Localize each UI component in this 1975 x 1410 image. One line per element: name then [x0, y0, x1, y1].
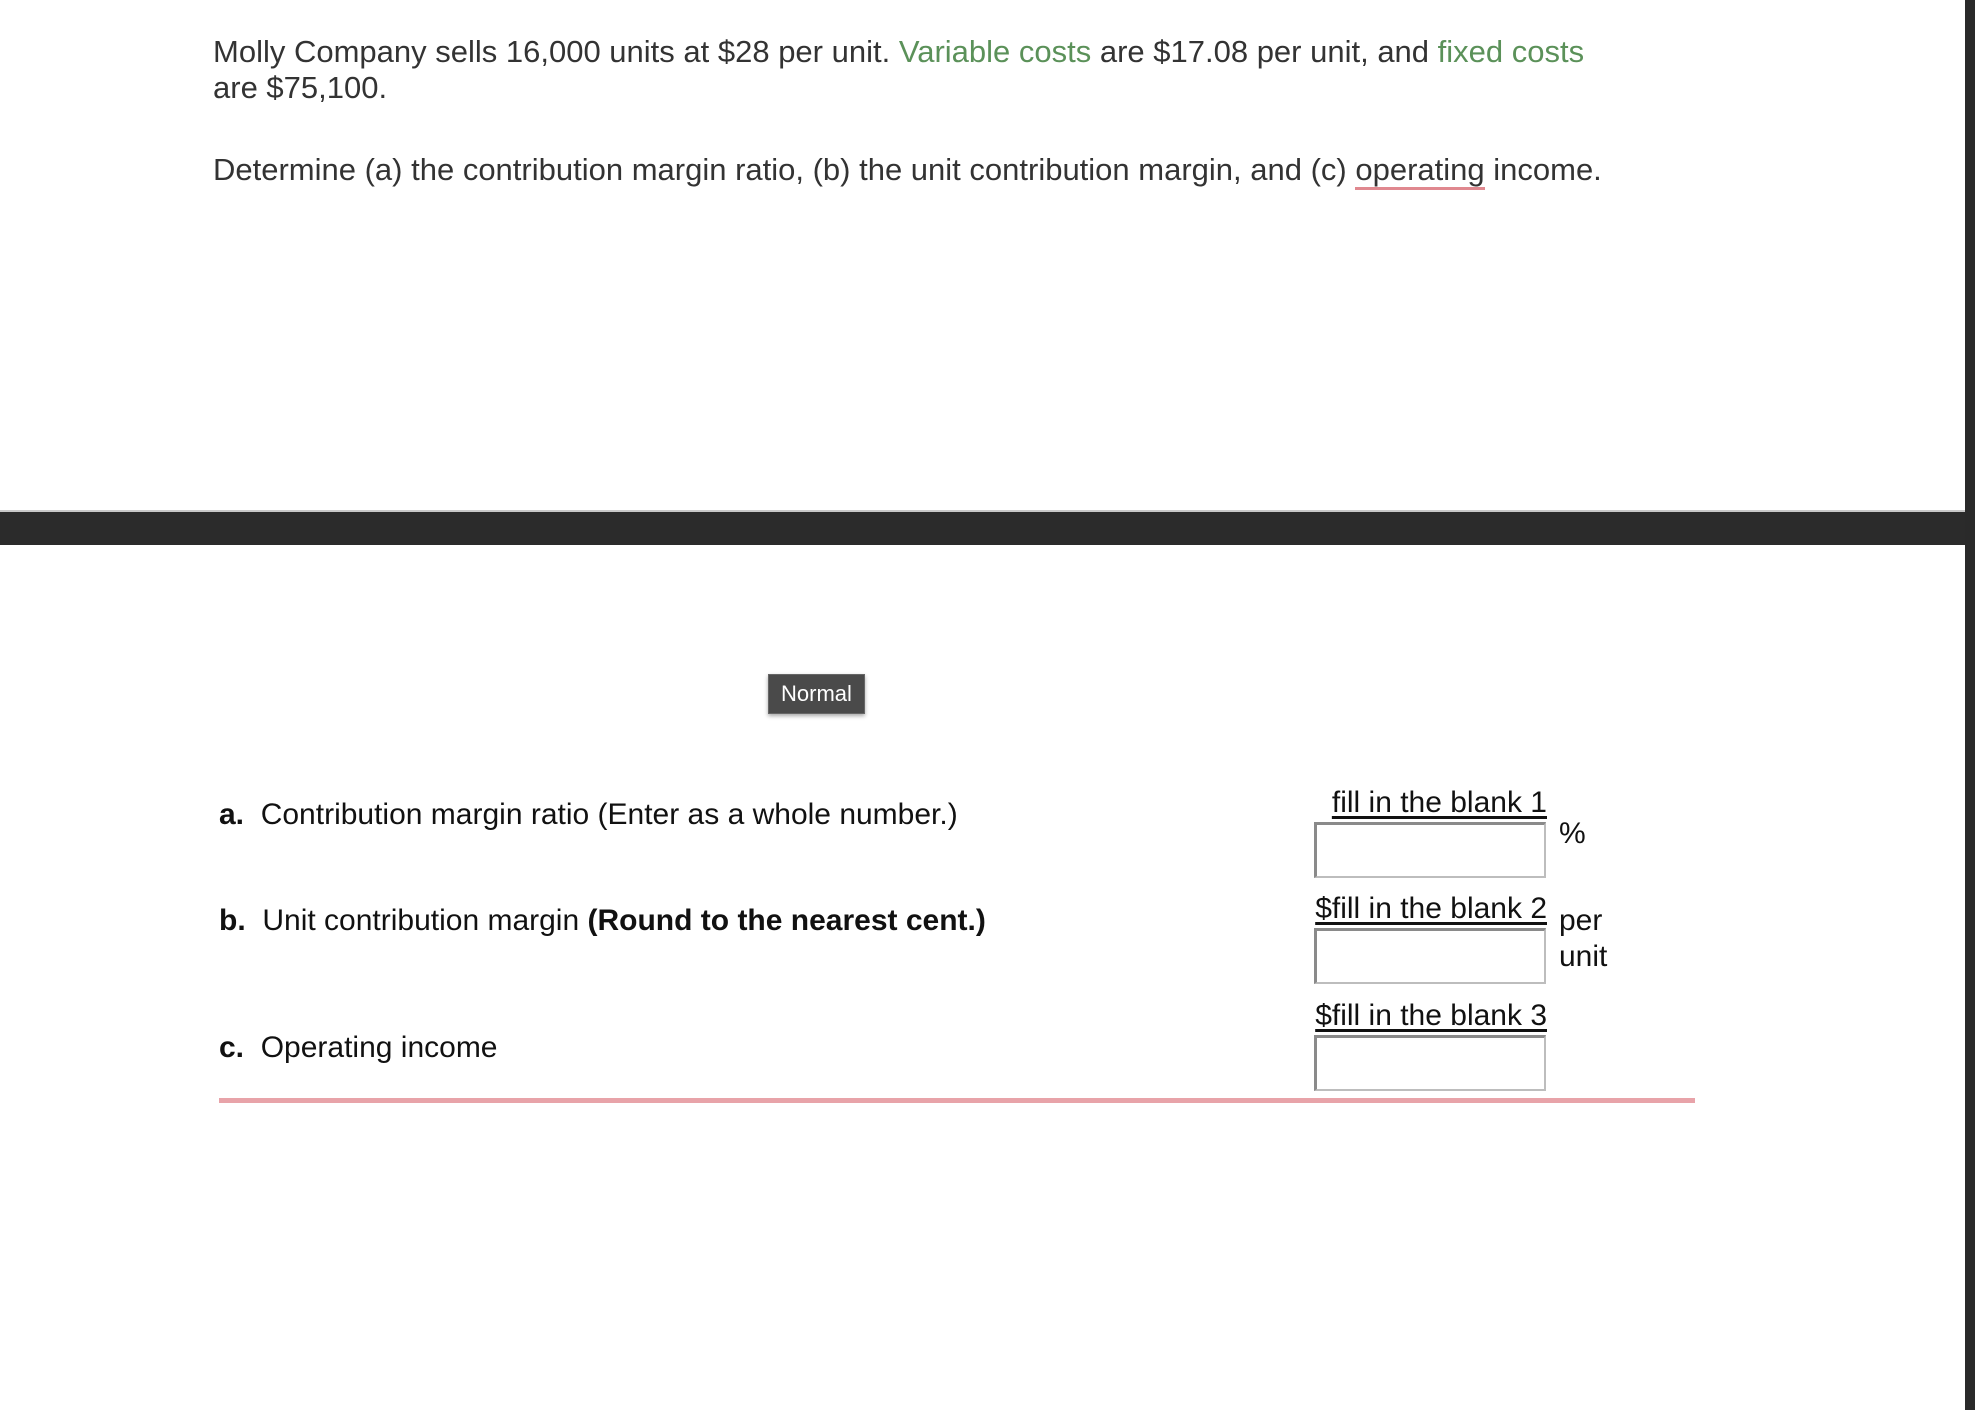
problem-text: Molly Company sells 16,000 units at $28 per unit. — [213, 34, 899, 69]
blank-input-2[interactable] — [1314, 928, 1546, 984]
problem-statement — [213, 34, 1633, 106]
panel-divider[interactable] — [0, 510, 1965, 545]
row-label-text: Contribution margin ratio (Enter as a whole number.) — [260, 798, 958, 831]
instruction-text: Determine (a) the contribution margin ratio, (b) the unit contribution margin, and (c) — [213, 152, 1356, 187]
per-unit-label: per unit — [1559, 904, 1608, 973]
problem-text: are $75,100. — [213, 70, 388, 105]
percent-unit: % — [1559, 817, 1586, 850]
scrollbar-edge[interactable] — [1965, 0, 1975, 1410]
problem-instructions — [213, 152, 1633, 188]
blank-caption-3: $fill in the blank 3 — [1315, 999, 1547, 1032]
instruction-text: income. — [1484, 152, 1602, 187]
row-letter: a. — [219, 798, 245, 831]
fixed-costs-link[interactable]: fixed costs — [1437, 34, 1585, 69]
answer-row-c-label — [219, 1030, 1039, 1066]
row-letter: c. — [219, 1031, 245, 1064]
variable-costs-link[interactable]: Variable costs — [898, 34, 1092, 69]
blank-input-1[interactable] — [1314, 822, 1546, 878]
spellcheck-flagged-word[interactable]: operating — [1355, 152, 1484, 190]
problem-panel — [0, 0, 1965, 510]
row-label-instruction: (Round to the nearest cent.) — [587, 904, 986, 937]
answer-row-b-label — [219, 903, 1039, 939]
blank-input-3[interactable] — [1314, 1035, 1546, 1091]
row-label-text: Unit contribution margin — [262, 904, 588, 937]
answer-row-a-label — [219, 797, 1039, 833]
blank-caption-1: fill in the blank 1 — [1331, 786, 1547, 819]
blank-caption-2: $fill in the blank 2 — [1315, 892, 1547, 925]
row-letter: b. — [219, 904, 246, 937]
answer-section-rule — [219, 1098, 1695, 1103]
style-tooltip: Normal — [768, 674, 865, 714]
row-label-text: Operating income — [260, 1031, 498, 1064]
problem-text: are $17.08 per unit, and — [1091, 34, 1438, 69]
